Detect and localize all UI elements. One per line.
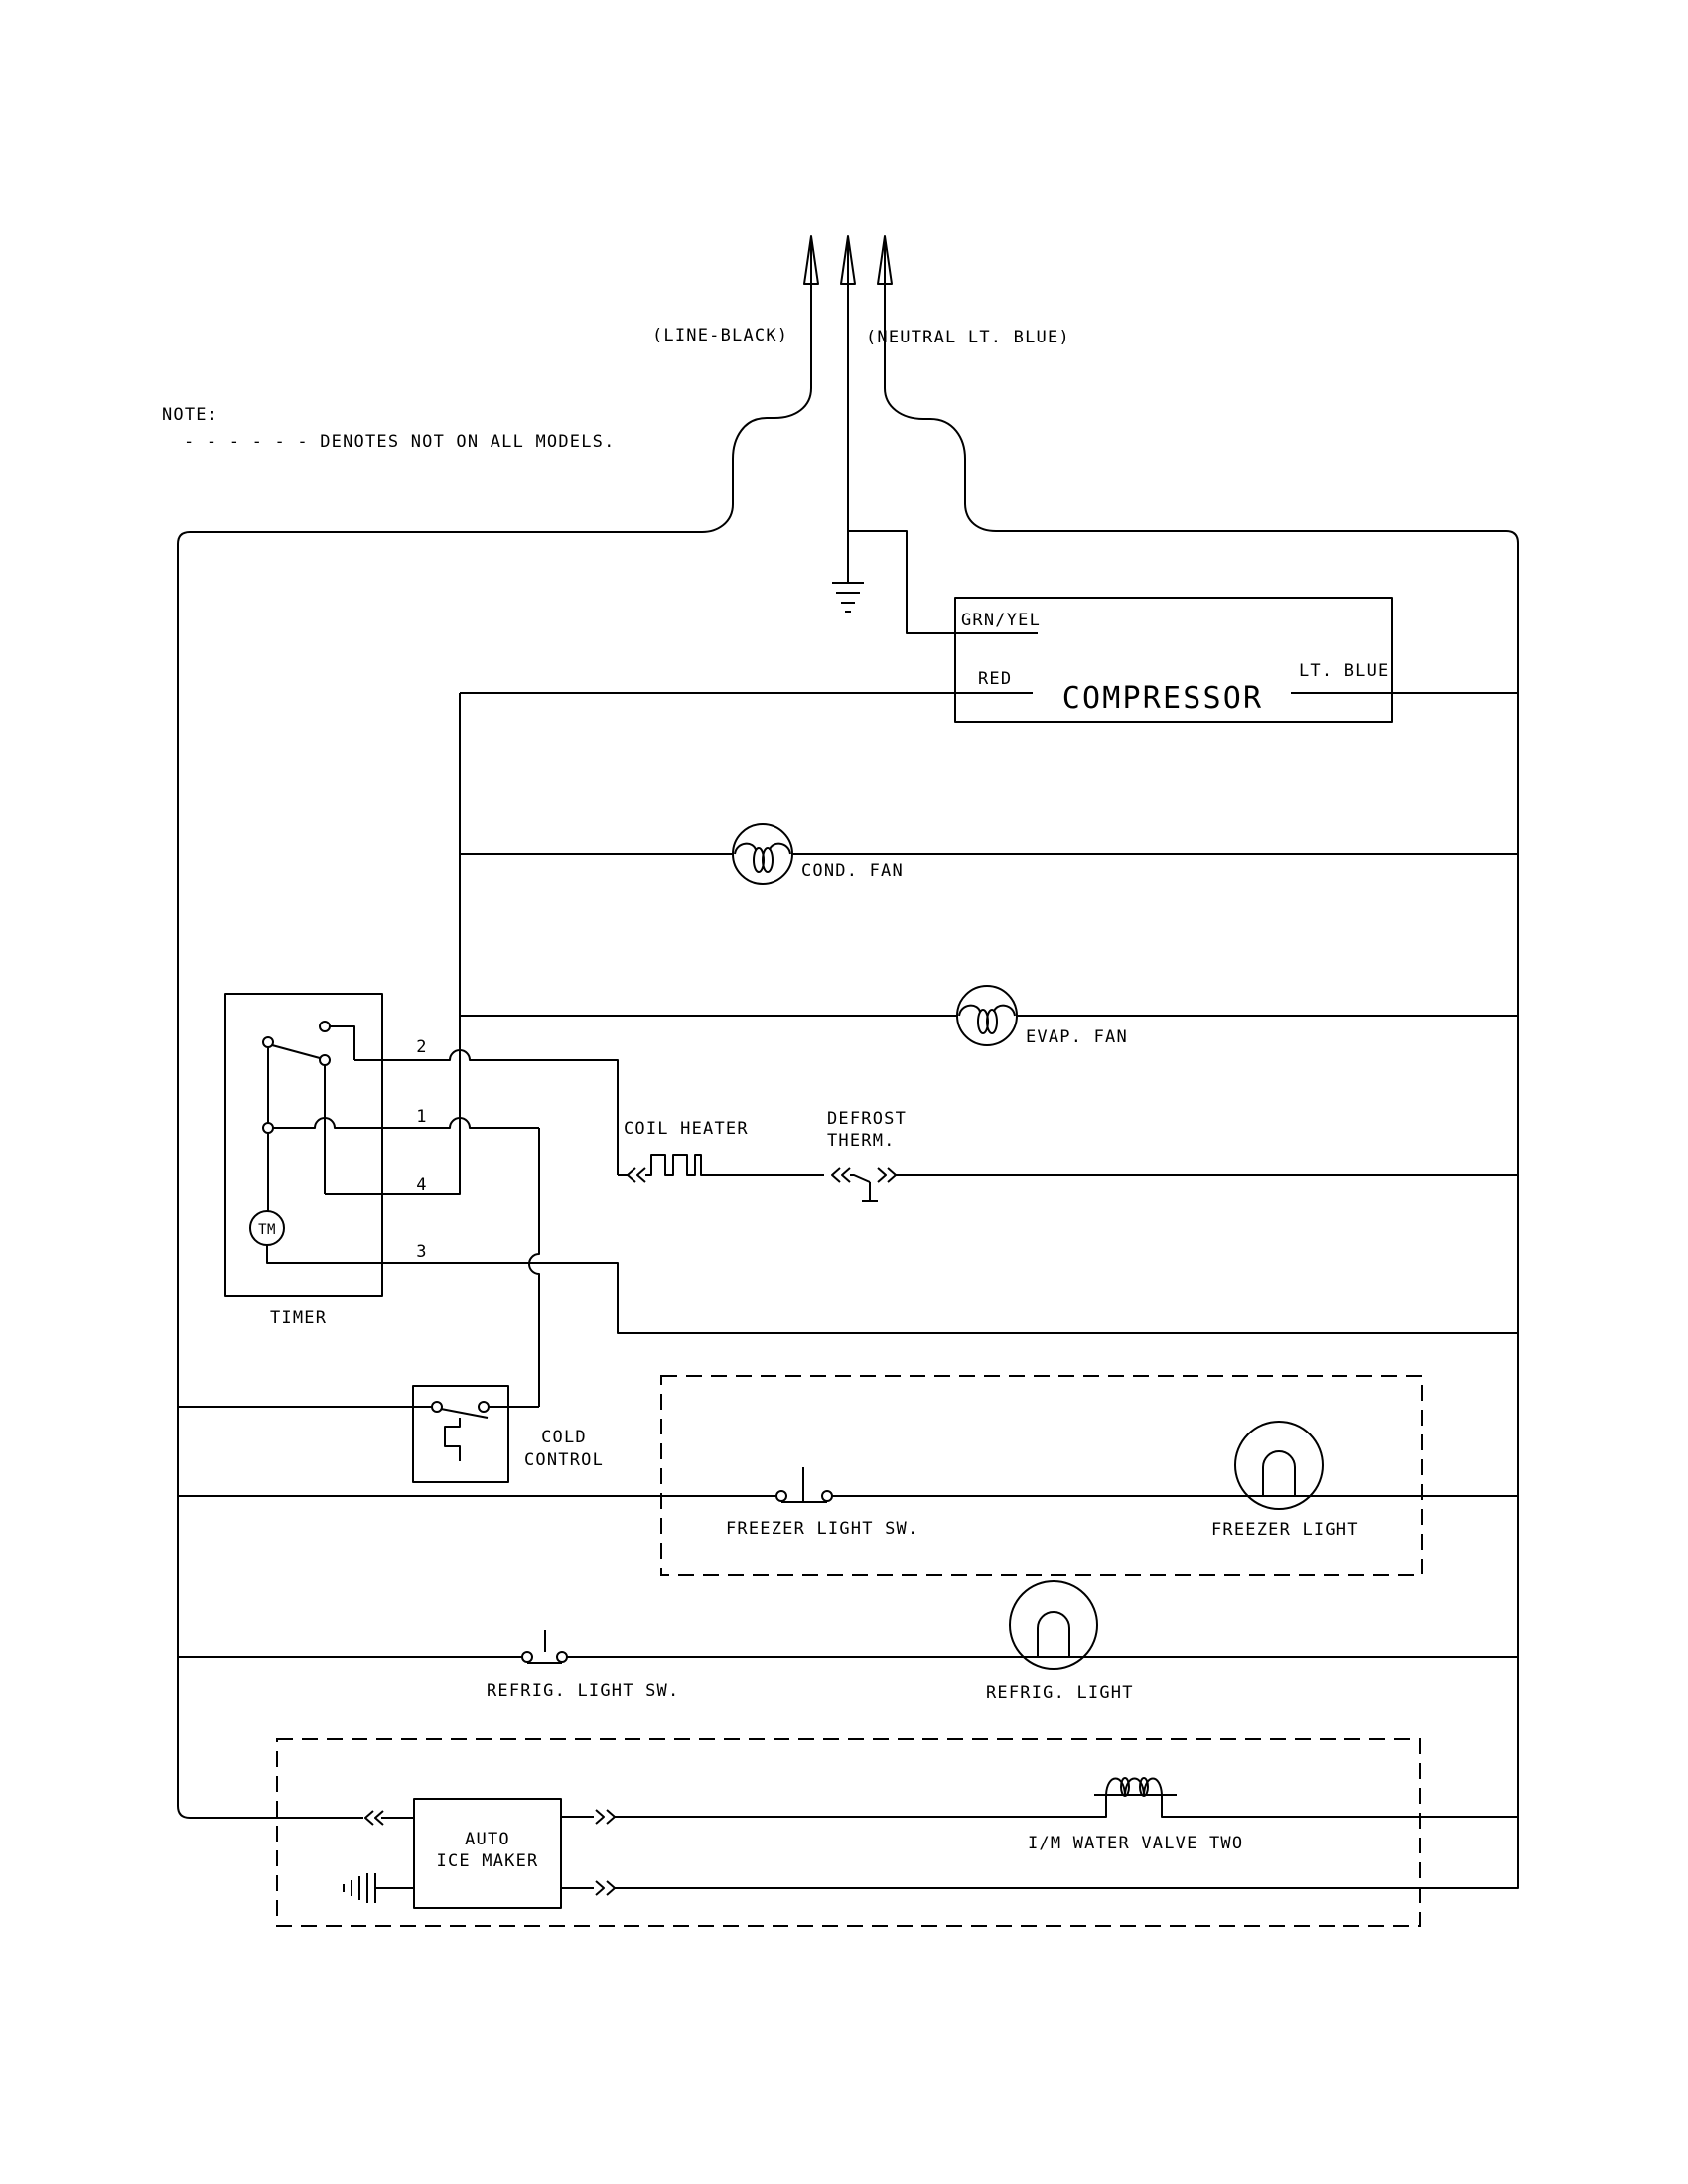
connector-chevron-right-icon <box>596 1810 615 1824</box>
water-valve-label: I/M WATER VALVE TWO <box>1028 1834 1244 1853</box>
coil-heater-element <box>645 1155 824 1175</box>
freezer-light-filament <box>1263 1451 1295 1496</box>
defrost-block <box>618 1109 1518 1201</box>
lt-blue-label: LT. BLUE <box>1299 661 1390 681</box>
connector-chevron-left-icon <box>832 1168 850 1182</box>
note-block <box>162 405 616 452</box>
timer-terminal <box>320 1055 330 1065</box>
cond-fan-block <box>460 824 1518 884</box>
cold-control-riser <box>529 1128 539 1407</box>
freezer-light-label: FREEZER LIGHT <box>1211 1520 1359 1540</box>
line-wire <box>702 236 811 532</box>
timer-terminal <box>320 1022 330 1031</box>
timer-line3 <box>267 1245 1518 1333</box>
inner-line-bus <box>325 693 460 1194</box>
icemaker-option-box <box>277 1739 1420 1926</box>
neutral-wire <box>885 236 996 531</box>
valve-wire <box>615 1795 1518 1817</box>
timer-terminal <box>263 1123 273 1133</box>
refrig-light-block <box>178 1581 1518 1703</box>
cold-control-bellows <box>445 1418 460 1461</box>
timer-contact2-wire <box>325 1026 354 1060</box>
freezer-light-switch-icon <box>781 1467 827 1502</box>
timer-motor-label: TM <box>258 1222 276 1238</box>
icemaker-label-2: ICE MAKER <box>436 1851 539 1871</box>
cold-control-label-2: CONTROL <box>523 1450 605 1470</box>
note-text: - - - - - - DENOTES NOT ON ALL MODELS. <box>184 432 616 452</box>
note-label: NOTE: <box>162 405 219 425</box>
icemaker-block <box>277 1739 1518 1926</box>
connector-chevron-left-icon <box>365 1811 383 1825</box>
refrig-switch-label: REFRIG. LIGHT SW. <box>487 1681 680 1701</box>
timer-switch-blade <box>272 1045 320 1058</box>
connector-chevron-left-icon <box>628 1168 645 1182</box>
evap-fan-label: EVAP. FAN <box>1026 1027 1128 1047</box>
cond-fan-coil <box>770 844 790 854</box>
chassis-ground-icon <box>344 1873 375 1903</box>
evap-fan-block <box>460 986 1518 1047</box>
timer-label: TIMER <box>270 1308 328 1328</box>
refrig-switch-terminal <box>557 1652 567 1662</box>
refrig-light-label: REFRIG. LIGHT <box>986 1683 1134 1703</box>
defrost-therm-label-1: DEFROST <box>827 1109 908 1129</box>
icemaker-label-1: AUTO <box>465 1830 510 1849</box>
cold-control-block <box>178 1128 604 1482</box>
line-label: (LINE-BLACK) <box>652 326 789 345</box>
freezer-switch-label: FREEZER LIGHT SW. <box>726 1519 919 1539</box>
timer-block <box>225 994 1518 1333</box>
connector-chevron-right-icon <box>596 1881 615 1895</box>
freezer-switch-terminal <box>822 1491 832 1501</box>
freezer-switch-terminal <box>776 1491 786 1501</box>
red-label: RED <box>978 669 1013 689</box>
earth-ground-icon <box>832 583 864 612</box>
refrig-light-bulb-icon <box>1010 1581 1097 1669</box>
refrig-light-filament <box>1038 1612 1069 1657</box>
timer-terminal-3: 3 <box>416 1242 428 1262</box>
cold-control-label-1: COLD <box>541 1428 587 1447</box>
water-valve-coil-icon <box>1094 1778 1177 1796</box>
evap-fan-coil <box>994 1006 1015 1016</box>
compressor-block <box>460 598 1518 722</box>
cond-fan-label: COND. FAN <box>801 861 904 881</box>
circuit-outline <box>178 531 1518 1888</box>
defrost-thermostat <box>850 1175 878 1201</box>
grn-yel-label: GRN/YEL <box>961 611 1042 630</box>
timer-terminal-2: 2 <box>416 1037 428 1057</box>
power-supply <box>652 236 1070 633</box>
compressor-label: COMPRESSOR <box>1061 681 1264 716</box>
connector-chevron-right-icon <box>878 1168 896 1182</box>
evap-fan-coil <box>959 1006 980 1016</box>
defrost-therm-label-2: THERM. <box>827 1131 896 1151</box>
refrig-switch-terminal <box>522 1652 532 1662</box>
neutral-label: (NEUTRAL LT. BLUE) <box>866 328 1070 347</box>
timer-terminal <box>263 1037 273 1047</box>
cold-control-terminal <box>432 1402 442 1412</box>
timer-box <box>225 994 382 1296</box>
cond-fan-coil <box>735 844 756 854</box>
cold-control-box <box>413 1386 508 1482</box>
timer-terminal-1: 1 <box>416 1107 428 1127</box>
coil-heater-label: COIL HEATER <box>624 1119 749 1139</box>
timer-line1 <box>268 1118 539 1128</box>
cold-control-terminal <box>479 1402 489 1412</box>
freezer-option-box <box>661 1376 1422 1575</box>
valve-coil-arcs <box>1106 1779 1162 1796</box>
timer-terminal-4: 4 <box>416 1175 428 1195</box>
timer-line2 <box>354 1050 618 1175</box>
